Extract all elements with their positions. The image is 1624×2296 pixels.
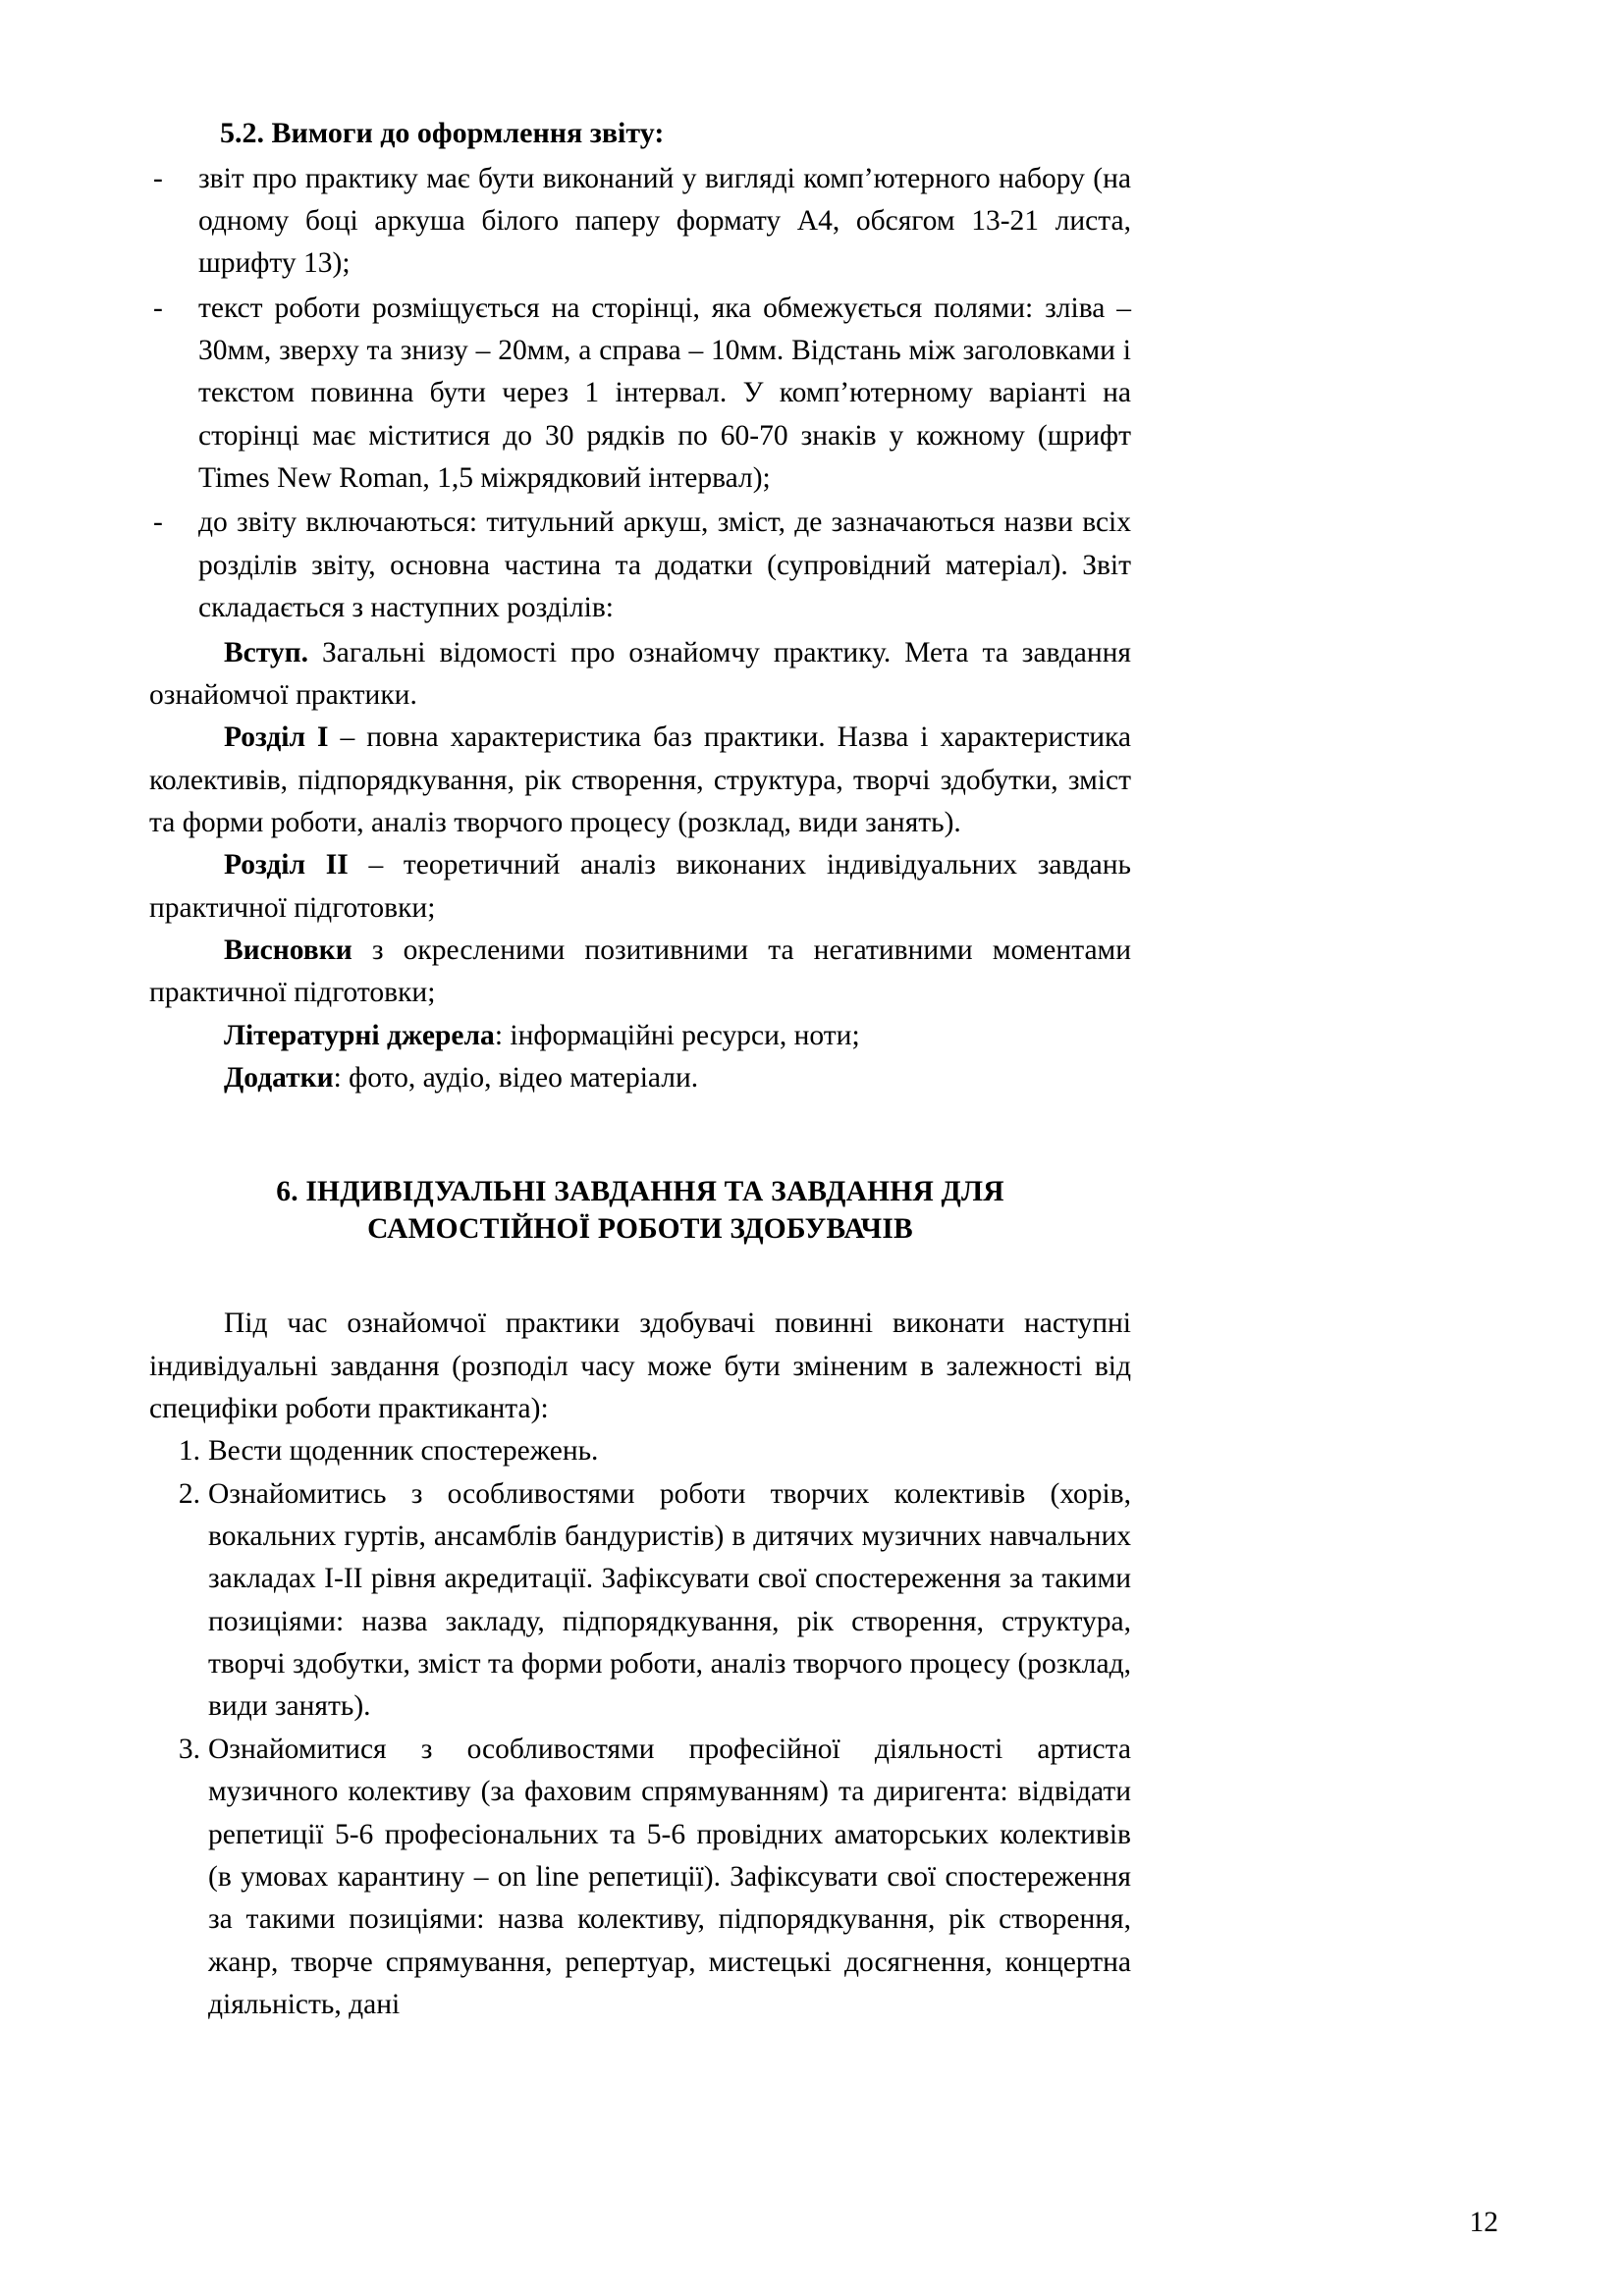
section-6-intro-paragraph: Під час ознайомчої практики здобувачі повинні виконати наступні індивідуальні завдання (розподіл часу може бути зміненим в залежності від специфіки роботи практиканта):: [149, 1308, 1131, 1424]
structure-text: : інформаційні ресурси, ноти;: [494, 1019, 860, 1051]
list-item: [149, 288, 1131, 501]
list-item-text: текст роботи розміщується на сторінці, яка обмежується полями: зліва – 30мм, зверху та знизу – 20мм, а справа – 10мм. Відстань між заголовками і текстом повинна бути через 1 інтервал. У комп’ютерному варіанті на сторінці має міститися до 30 рядків по 60-70 знаків у кожному (шрифт Times New Roman, 1,5 міжрядковий інтервал);: [198, 292, 1131, 495]
page-number: 12: [1469, 2206, 1498, 2238]
structure-label: Розділ І: [224, 721, 329, 754]
structure-paragraph-rozdil-1: [149, 717, 1131, 844]
structure-paragraph-literature: [149, 1015, 1131, 1057]
individual-tasks-list: [149, 1430, 1131, 2026]
section-6-heading-line-1: 6. ІНДИВІДУАЛЬНІ ЗАВДАННЯ ТА ЗАВДАННЯ ДЛЯ: [276, 1175, 1004, 1207]
structure-paragraph-vstup: [149, 632, 1131, 718]
list-item-number: 3.: [178, 1733, 200, 1765]
structure-text: Загальні відомості про ознайомчу практику. Мета та завдання ознайомчої практики.: [149, 636, 1131, 711]
structure-text: з окресленими позитивними та негативними моментами практичної підготовки;: [149, 934, 1131, 1009]
list-item: [149, 1473, 1131, 1729]
list-item: [149, 158, 1131, 286]
requirements-dash-list: [149, 158, 1131, 630]
dash-bullet-icon: -: [153, 507, 163, 539]
section-6-heading-line-2: САМОСТІЙНОЇ РОБОТИ ЗДОБУВАЧІВ: [367, 1212, 913, 1245]
structure-label: Висновки: [224, 934, 352, 967]
list-item-number: 1.: [178, 1435, 200, 1468]
section-5-2-heading: 5.2. Вимоги до оформлення звіту:: [220, 117, 665, 149]
structure-text: : фото, аудіо, відео матеріали.: [333, 1062, 699, 1095]
list-item: [149, 502, 1131, 629]
dash-bullet-icon: -: [153, 162, 163, 194]
structure-label: Додатки: [224, 1062, 334, 1095]
list-item-text: Ознайомитися з особливостями професійної діяльності артиста музичного колективу (за фаховим спрямуванням) та диригента: відвідати репетиції 5-6 професіональних та 5-6 провідних аматорських колективів (в умовах карантину – on line репетиції). Зафіксувати свої спостереження за такими позиціями: назва колективу, підпорядкування, рік створення, жанр, творче спрямування, репертуар, мистецькі досягнення, концертна діяльність, дані: [208, 1733, 1131, 2020]
heading-spacer: [149, 1248, 1131, 1303]
list-item-text: звіт про практику має бути виконаний у вигляді комп’ютерного набору (на одному боці аркуша білого паперу формату А4, обсягом 13-21 листа, шрифту 13);: [198, 162, 1131, 280]
dash-bullet-icon: -: [153, 292, 163, 324]
list-item: [149, 1729, 1131, 2027]
list-item-text: Ознайомитись з особливостями роботи творчих колективів (хорів, вокальних гуртів, ансамблів бандуристів) в дитячих музичних навчальних закладах І-ІІ рівня акредитації. Зафіксувати свої спостереження за такими позиціями: назва закладу, підпорядкування, рік створення, структура, творчі здобутки, зміст та форми роботи, аналіз творчого процесу (розклад, види занять).: [208, 1477, 1131, 1723]
section-spacer: [149, 1100, 1131, 1173]
structure-label: Розділ ІІ: [224, 849, 349, 881]
structure-paragraph-dodatky: [149, 1057, 1131, 1099]
structure-paragraph-vysnovky: [149, 930, 1131, 1015]
list-item-text: до звіту включаються: титульний аркуш, зміст, де зазначаються назви всіх розділів звіту, основна частина та додатки (супровідний матеріал). Звіт складається з наступних розділів:: [198, 507, 1131, 624]
page-content: [149, 116, 1131, 2026]
structure-label: Вступ.: [224, 636, 308, 668]
list-item-number: 2.: [178, 1477, 200, 1510]
list-item: [149, 1430, 1131, 1472]
structure-paragraph-rozdil-2: [149, 844, 1131, 930]
structure-text: – повна характеристика баз практики. Назва і характеристика колективів, підпорядкування, рік створення, структура, творчі здобутки, зміст та форми роботи, аналіз творчого процесу (розклад, види занять).: [149, 721, 1131, 838]
list-item-text: Вести щоденник спостережень.: [208, 1435, 599, 1468]
structure-label: Літературні джерела: [224, 1019, 495, 1051]
structure-text: – теоретичний аналіз виконаних індивідуальних завдань практичної підготовки;: [149, 849, 1131, 924]
